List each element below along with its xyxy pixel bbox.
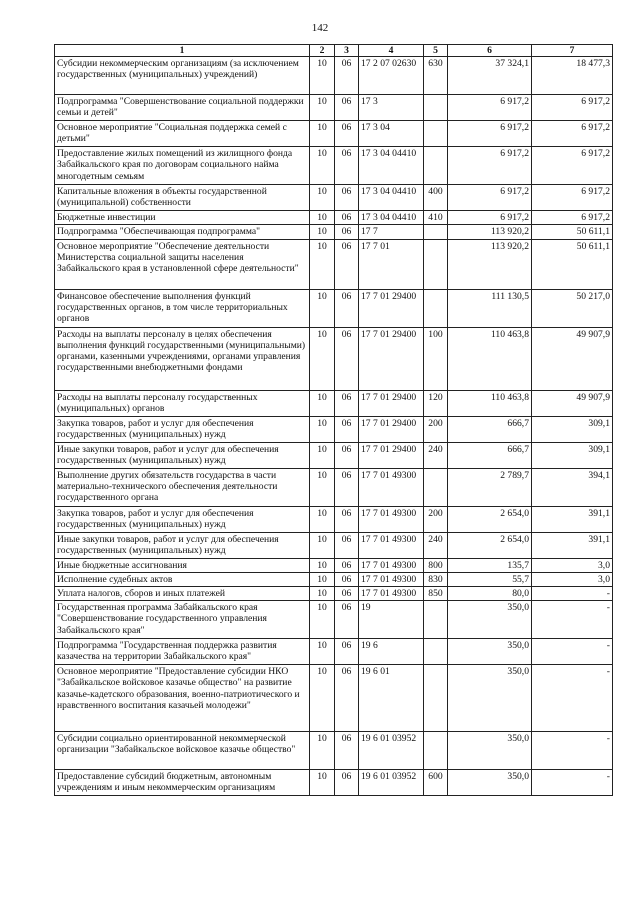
table-row — [55, 587, 613, 601]
table-row — [55, 416, 613, 442]
row-subsection-cell: 06 — [335, 639, 359, 665]
row-name-cell: Субсидии некоммерческим организациям (за исключением государственных (муниципальных) учреждений) — [55, 57, 310, 95]
row-section-cell: 10 — [310, 506, 335, 532]
row-section-cell: 10 — [310, 121, 335, 147]
row-expense-type-cell: 800 — [424, 558, 448, 572]
row-subsection-cell: 06 — [335, 289, 359, 327]
row-section-cell: 10 — [310, 289, 335, 327]
row-name-cell: Предоставление субсидий бюджетным, автономным учреждениям и иным некоммерческим организациям — [55, 770, 310, 796]
row-section-cell: 10 — [310, 185, 335, 211]
header-col-5: 5 — [424, 45, 448, 57]
row-amount-2-cell: - — [532, 639, 613, 665]
row-subsection-cell: 06 — [335, 390, 359, 416]
row-target-article-cell: 17 3 04 — [359, 121, 424, 147]
row-target-article-cell: 17 7 01 49300 — [359, 468, 424, 506]
row-amount-1-cell: 2 789,7 — [448, 468, 532, 506]
table-row — [55, 225, 613, 239]
row-target-article-cell: 19 6 — [359, 639, 424, 665]
row-amount-2-cell: 3,0 — [532, 572, 613, 586]
row-name-cell: Иные закупки товаров, работ и услуг для обеспечения государственных (муниципальных) нужд — [55, 442, 310, 468]
row-subsection-cell: 06 — [335, 239, 359, 289]
row-amount-1-cell: 666,7 — [448, 416, 532, 442]
header-col-7: 7 — [532, 45, 613, 57]
row-section-cell: 10 — [310, 147, 335, 185]
row-amount-2-cell: - — [532, 732, 613, 770]
row-expense-type-cell — [424, 601, 448, 639]
row-section-cell: 10 — [310, 390, 335, 416]
row-expense-type-cell: 410 — [424, 211, 448, 225]
row-section-cell: 10 — [310, 665, 335, 732]
row-target-article-cell: 17 7 01 29400 — [359, 390, 424, 416]
row-subsection-cell: 06 — [335, 121, 359, 147]
row-subsection-cell: 06 — [335, 601, 359, 639]
row-section-cell: 10 — [310, 225, 335, 239]
row-section-cell: 10 — [310, 327, 335, 390]
row-amount-1-cell: 113 920,2 — [448, 225, 532, 239]
row-subsection-cell: 06 — [335, 732, 359, 770]
row-name-cell: Закупка товаров, работ и услуг для обеспечения государственных (муниципальных) нужд — [55, 506, 310, 532]
row-amount-1-cell: 135,7 — [448, 558, 532, 572]
row-target-article-cell: 17 7 01 29400 — [359, 416, 424, 442]
table-row — [55, 147, 613, 185]
row-target-article-cell: 19 6 01 03952 — [359, 732, 424, 770]
row-amount-2-cell: 6 917,2 — [532, 211, 613, 225]
row-amount-1-cell: 6 917,2 — [448, 147, 532, 185]
row-amount-1-cell: 110 463,8 — [448, 327, 532, 390]
table-row — [55, 558, 613, 572]
row-target-article-cell: 17 7 01 — [359, 239, 424, 289]
row-name-cell: Уплата налогов, сборов и иных платежей — [55, 587, 310, 601]
row-expense-type-cell: 850 — [424, 587, 448, 601]
table-row — [55, 327, 613, 390]
row-subsection-cell: 06 — [335, 211, 359, 225]
row-amount-2-cell: 49 907,9 — [532, 390, 613, 416]
row-subsection-cell: 06 — [335, 57, 359, 95]
row-target-article-cell: 17 3 04 04410 — [359, 211, 424, 225]
row-amount-2-cell: - — [532, 587, 613, 601]
row-section-cell: 10 — [310, 468, 335, 506]
row-amount-1-cell: 666,7 — [448, 442, 532, 468]
header-col-1: 1 — [55, 45, 310, 57]
table-row — [55, 390, 613, 416]
header-col-2: 2 — [310, 45, 335, 57]
row-amount-2-cell: 3,0 — [532, 558, 613, 572]
row-expense-type-cell — [424, 95, 448, 121]
row-amount-1-cell: 6 917,2 — [448, 95, 532, 121]
table-row — [55, 185, 613, 211]
header-col-3: 3 — [335, 45, 359, 57]
row-target-article-cell: 17 7 01 29400 — [359, 442, 424, 468]
row-name-cell: Подпрограмма "Совершенствование социальной поддержки семьи и детей" — [55, 95, 310, 121]
row-section-cell: 10 — [310, 770, 335, 796]
row-subsection-cell: 06 — [335, 225, 359, 239]
row-amount-1-cell: 350,0 — [448, 601, 532, 639]
row-expense-type-cell — [424, 225, 448, 239]
row-amount-1-cell: 6 917,2 — [448, 211, 532, 225]
row-section-cell: 10 — [310, 587, 335, 601]
row-target-article-cell: 17 3 04 04410 — [359, 185, 424, 211]
row-name-cell: Выполнение других обязательств государства в части материально-технического обеспечения деятельности государственного органа — [55, 468, 310, 506]
row-expense-type-cell: 100 — [424, 327, 448, 390]
row-expense-type-cell: 200 — [424, 506, 448, 532]
row-amount-2-cell: 50 611,1 — [532, 239, 613, 289]
table-row — [55, 639, 613, 665]
row-name-cell: Иные бюджетные ассигнования — [55, 558, 310, 572]
row-expense-type-cell: 120 — [424, 390, 448, 416]
row-subsection-cell: 06 — [335, 532, 359, 558]
row-amount-2-cell: 394,1 — [532, 468, 613, 506]
row-amount-1-cell: 113 920,2 — [448, 239, 532, 289]
row-target-article-cell: 17 7 01 49300 — [359, 572, 424, 586]
table-row — [55, 239, 613, 289]
row-amount-2-cell: 391,1 — [532, 532, 613, 558]
row-amount-2-cell: 309,1 — [532, 442, 613, 468]
row-expense-type-cell: 400 — [424, 185, 448, 211]
row-name-cell: Подпрограмма "Государственная поддержка развития казачества на территории Забайкальского края" — [55, 639, 310, 665]
row-expense-type-cell: 240 — [424, 442, 448, 468]
table-row — [55, 572, 613, 586]
row-name-cell: Иные закупки товаров, работ и услуг для обеспечения государственных (муниципальных) нужд — [55, 532, 310, 558]
row-amount-1-cell: 350,0 — [448, 639, 532, 665]
row-subsection-cell: 06 — [335, 147, 359, 185]
row-target-article-cell: 19 — [359, 601, 424, 639]
row-amount-2-cell: 18 477,3 — [532, 57, 613, 95]
row-expense-type-cell: 200 — [424, 416, 448, 442]
row-name-cell: Расходы на выплаты персоналу в целях обеспечения выполнения функций государственными (муниципальными) органами, казенными учреждениями, органами управления государственными внебюджетными фондами — [55, 327, 310, 390]
row-subsection-cell: 06 — [335, 416, 359, 442]
table-row — [55, 289, 613, 327]
row-name-cell: Исполнение судебных актов — [55, 572, 310, 586]
row-section-cell: 10 — [310, 572, 335, 586]
row-expense-type-cell — [424, 147, 448, 185]
row-amount-1-cell: 80,0 — [448, 587, 532, 601]
row-section-cell: 10 — [310, 95, 335, 121]
row-subsection-cell: 06 — [335, 665, 359, 732]
table-row — [55, 95, 613, 121]
row-section-cell: 10 — [310, 211, 335, 225]
row-amount-2-cell: - — [532, 665, 613, 732]
row-expense-type-cell — [424, 732, 448, 770]
row-amount-1-cell: 6 917,2 — [448, 121, 532, 147]
row-name-cell: Капитальные вложения в объекты государственной (муниципальной) собственности — [55, 185, 310, 211]
row-amount-1-cell: 350,0 — [448, 770, 532, 796]
row-amount-1-cell: 350,0 — [448, 732, 532, 770]
row-subsection-cell: 06 — [335, 442, 359, 468]
row-subsection-cell: 06 — [335, 185, 359, 211]
row-amount-1-cell: 111 130,5 — [448, 289, 532, 327]
row-target-article-cell: 17 7 01 49300 — [359, 506, 424, 532]
row-target-article-cell: 17 3 04 04410 — [359, 147, 424, 185]
row-target-article-cell: 19 6 01 — [359, 665, 424, 732]
row-amount-1-cell: 110 463,8 — [448, 390, 532, 416]
row-expense-type-cell: 240 — [424, 532, 448, 558]
row-section-cell: 10 — [310, 532, 335, 558]
row-target-article-cell: 17 7 01 29400 — [359, 327, 424, 390]
row-name-cell: Субсидии социально ориентированной некоммерческой организации "Забайкальское войсковое казачье общество" — [55, 732, 310, 770]
row-amount-1-cell: 2 654,0 — [448, 506, 532, 532]
row-expense-type-cell — [424, 289, 448, 327]
row-target-article-cell: 17 7 — [359, 225, 424, 239]
row-subsection-cell: 06 — [335, 558, 359, 572]
row-name-cell: Расходы на выплаты персоналу государственных (муниципальных) органов — [55, 390, 310, 416]
page-number: 142 — [311, 22, 329, 34]
table-row — [55, 506, 613, 532]
row-expense-type-cell: 630 — [424, 57, 448, 95]
row-name-cell: Подпрограмма "Обеспечивающая подпрограмма" — [55, 225, 310, 239]
row-target-article-cell: 17 7 01 49300 — [359, 558, 424, 572]
table-row — [55, 57, 613, 95]
row-subsection-cell: 06 — [335, 506, 359, 532]
row-amount-1-cell: 55,7 — [448, 572, 532, 586]
row-section-cell: 10 — [310, 239, 335, 289]
row-section-cell: 10 — [310, 558, 335, 572]
row-target-article-cell: 17 2 07 02630 — [359, 57, 424, 95]
row-amount-2-cell: 50 611,1 — [532, 225, 613, 239]
header-row — [55, 45, 613, 57]
row-expense-type-cell — [424, 121, 448, 147]
table-row — [55, 732, 613, 770]
row-expense-type-cell — [424, 665, 448, 732]
row-amount-2-cell: 49 907,9 — [532, 327, 613, 390]
row-amount-2-cell: 6 917,2 — [532, 95, 613, 121]
row-section-cell: 10 — [310, 416, 335, 442]
row-name-cell: Основное мероприятие "Обеспечение деятельности Министерства социальной защиты населения Забайкальского края в установленной сфере деятельности" — [55, 239, 310, 289]
row-expense-type-cell — [424, 239, 448, 289]
row-amount-2-cell: 6 917,2 — [532, 185, 613, 211]
table-row — [55, 532, 613, 558]
table-row — [55, 770, 613, 796]
table-row — [55, 121, 613, 147]
row-amount-2-cell: 309,1 — [532, 416, 613, 442]
row-section-cell: 10 — [310, 601, 335, 639]
row-amount-2-cell: 6 917,2 — [532, 121, 613, 147]
row-target-article-cell: 17 7 01 49300 — [359, 587, 424, 601]
row-subsection-cell: 06 — [335, 587, 359, 601]
row-subsection-cell: 06 — [335, 770, 359, 796]
row-subsection-cell: 06 — [335, 468, 359, 506]
row-name-cell: Основное мероприятие "Предоставление субсидии НКО "Забайкальское войсковое казачье общество" на развитие казачье-кадетского образования, военно-патриотического и нравственного воспитания казачьей молодежи" — [55, 665, 310, 732]
table-row — [55, 601, 613, 639]
row-subsection-cell: 06 — [335, 95, 359, 121]
row-target-article-cell: 19 6 01 03952 — [359, 770, 424, 796]
row-amount-2-cell: 6 917,2 — [532, 147, 613, 185]
row-name-cell: Основное мероприятие "Социальная поддержка семей с детьми" — [55, 121, 310, 147]
table-row — [55, 468, 613, 506]
row-amount-1-cell: 350,0 — [448, 665, 532, 732]
row-expense-type-cell — [424, 639, 448, 665]
row-name-cell: Финансовое обеспечение выполнения функций государственных органов, в том числе территориальных органов — [55, 289, 310, 327]
table-row — [55, 211, 613, 225]
row-target-article-cell: 17 3 — [359, 95, 424, 121]
row-amount-1-cell: 2 654,0 — [448, 532, 532, 558]
table-row — [55, 442, 613, 468]
row-subsection-cell: 06 — [335, 327, 359, 390]
row-subsection-cell: 06 — [335, 572, 359, 586]
row-amount-2-cell: - — [532, 601, 613, 639]
row-section-cell: 10 — [310, 639, 335, 665]
header-col-4: 4 — [359, 45, 424, 57]
row-amount-2-cell: 391,1 — [532, 506, 613, 532]
row-amount-1-cell: 6 917,2 — [448, 185, 532, 211]
row-expense-type-cell — [424, 468, 448, 506]
row-name-cell: Закупка товаров, работ и услуг для обеспечения государственных (муниципальных) нужд — [55, 416, 310, 442]
row-amount-1-cell: 37 324,1 — [448, 57, 532, 95]
row-amount-2-cell: - — [532, 770, 613, 796]
row-section-cell: 10 — [310, 442, 335, 468]
row-expense-type-cell: 830 — [424, 572, 448, 586]
row-section-cell: 10 — [310, 732, 335, 770]
row-target-article-cell: 17 7 01 29400 — [359, 289, 424, 327]
row-target-article-cell: 17 7 01 49300 — [359, 532, 424, 558]
row-name-cell: Бюджетные инвестиции — [55, 211, 310, 225]
table-row — [55, 665, 613, 732]
budget-table — [54, 44, 613, 796]
row-expense-type-cell: 600 — [424, 770, 448, 796]
row-section-cell: 10 — [310, 57, 335, 95]
row-amount-2-cell: 50 217,0 — [532, 289, 613, 327]
row-name-cell: Предоставление жилых помещений из жилищного фонда Забайкальского края по договорам социального найма многодетным семьям — [55, 147, 310, 185]
row-name-cell: Государственная программа Забайкальского края "Совершенствование государственного управления Забайкальского края" — [55, 601, 310, 639]
header-col-6: 6 — [448, 45, 532, 57]
